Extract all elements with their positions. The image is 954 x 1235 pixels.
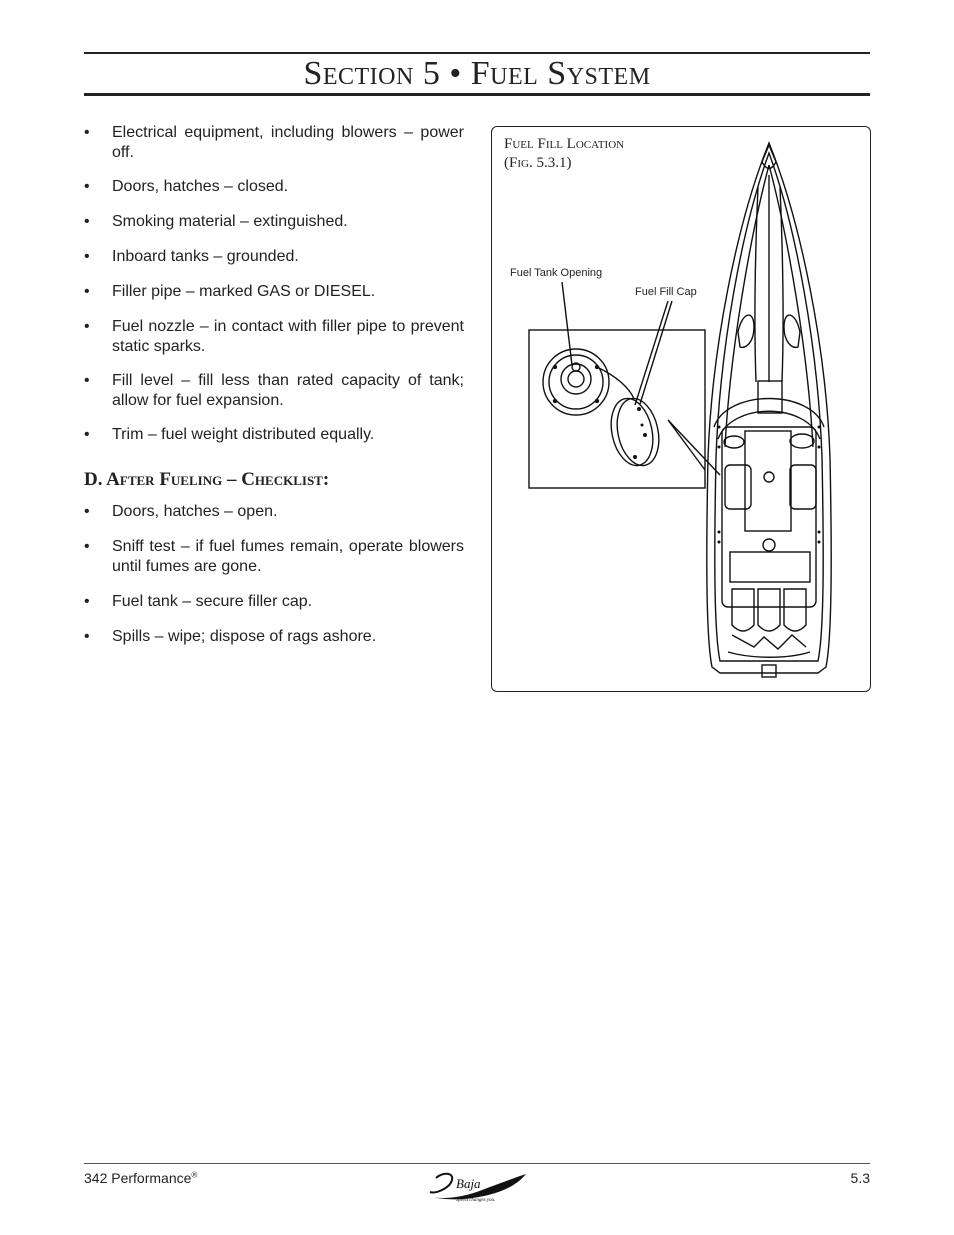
boat-top-view-illustration bbox=[492, 127, 870, 691]
bullet-icon: • bbox=[84, 248, 90, 265]
list-item: • Doors, hatches – open. bbox=[84, 503, 278, 520]
bullet-icon: • bbox=[84, 593, 90, 610]
svg-text:Baja: Baja bbox=[456, 1176, 481, 1191]
bullet-icon: • bbox=[84, 538, 90, 555]
baja-logo bbox=[422, 1170, 530, 1204]
list-item: • Smoking material – extinguished. bbox=[84, 213, 348, 230]
list-item: • Electrical equipment, including blowers – power off. bbox=[84, 124, 464, 161]
list-item: • Spills – wipe; dispose of rags ashore. bbox=[84, 628, 377, 645]
list-item: • Doors, hatches – closed. bbox=[84, 178, 289, 195]
fuel-fill-figure bbox=[491, 126, 871, 692]
header-rule-bottom bbox=[84, 93, 870, 96]
callout-fuel-tank-opening: Fuel Tank Opening bbox=[510, 267, 603, 279]
bullet-icon: • bbox=[84, 283, 90, 300]
bullet-icon: • bbox=[84, 124, 90, 141]
bullet-icon: • bbox=[84, 178, 90, 195]
figure-caption: Fuel Fill Location (Fig. 5.3.1) bbox=[504, 136, 625, 171]
after-fueling-checklist bbox=[84, 502, 464, 647]
page-title: Section 5 • Fuel System bbox=[303, 55, 651, 92]
footer-model: 342 Performance® bbox=[84, 1170, 198, 1186]
footer-rule bbox=[84, 1163, 870, 1164]
list-item: • Filler pipe – marked GAS or DIESEL. bbox=[84, 283, 376, 300]
bullet-icon: • bbox=[84, 426, 90, 443]
list-item: • Sniff test – if fuel fumes remain, operate blowers until fumes are gone. bbox=[84, 538, 464, 575]
bullet-icon: • bbox=[84, 372, 90, 389]
callout-fuel-fill-cap: Fuel Fill Cap bbox=[635, 286, 697, 298]
list-item: • Inboard tanks – grounded. bbox=[84, 248, 299, 265]
before-fueling-checklist bbox=[84, 123, 464, 445]
bullet-icon: • bbox=[84, 503, 90, 520]
svg-text:Speed changes you.: Speed changes you. bbox=[456, 1198, 496, 1203]
bullet-icon: • bbox=[84, 318, 90, 335]
list-item: • Fuel nozzle – in contact with filler pipe to prevent static sparks. bbox=[84, 318, 464, 355]
page-number: 5.3 bbox=[850, 1170, 870, 1186]
bullet-icon: • bbox=[84, 213, 90, 230]
after-fueling-heading: D. After Fueling – Checklist: bbox=[84, 469, 330, 490]
list-item: • Fill level – fill less than rated capacity of tank; allow for fuel expansion. bbox=[84, 372, 464, 409]
bullet-icon: • bbox=[84, 628, 90, 645]
list-item: • Trim – fuel weight distributed equally. bbox=[84, 426, 375, 443]
list-item: • Fuel tank – secure filler cap. bbox=[84, 593, 313, 610]
